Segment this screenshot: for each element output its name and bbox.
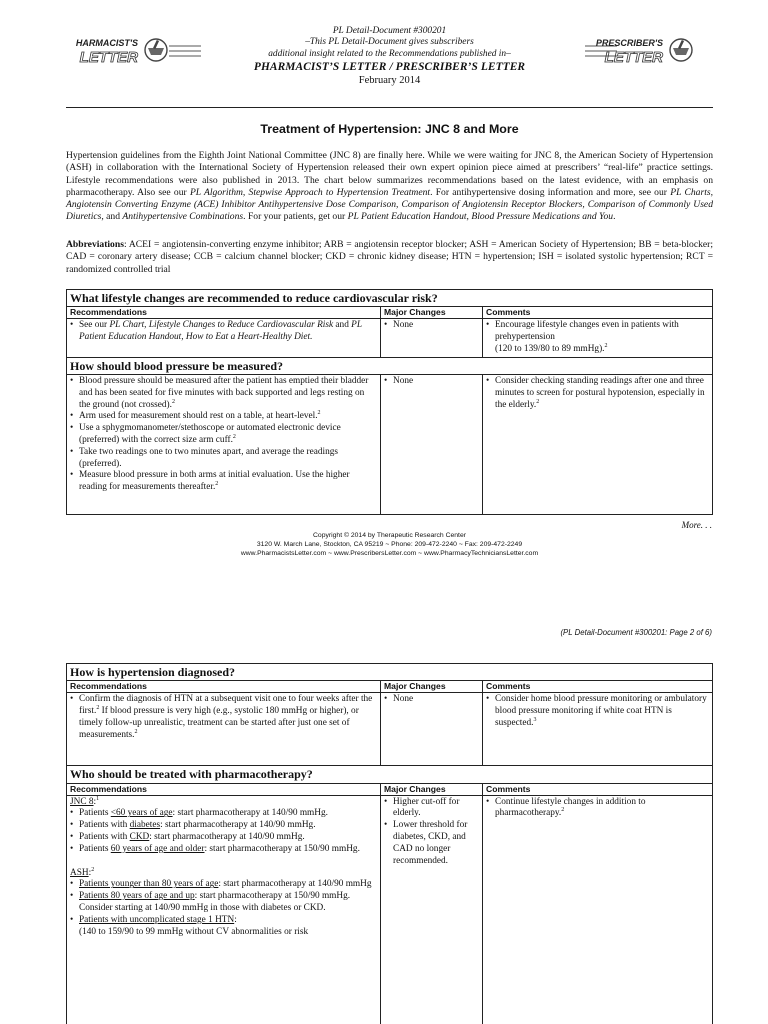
header-rule <box>66 107 713 108</box>
ash-list: • Patients younger than 80 years of age: start pharmacotherapy at 140/90 mmHg • Patients 80 years of age and up: start pharmacotherapy at 150/90 mmHg. <box>70 879 377 903</box>
list-item: • Patients with CKD: start pharmacotherapy at 140/90 mmHg. <box>70 832 377 844</box>
jnc8-list <box>70 808 377 855</box>
list-item: • Arm used for measurement should rest on a table, at heart-level.$^2$ <box>70 411 377 423</box>
header-line2: –This PL Detail-Document gives subscribers <box>305 37 474 48</box>
logo-line2: LETTER <box>604 49 663 66</box>
recommendations-table-page2 <box>66 663 713 1024</box>
rx-mortar-logo-icon <box>583 34 713 70</box>
table-row: • Confirm the diagnosis of HTN at a subsequent visit one to four weeks after the first.$^2$ If blood pressure is very high (e.g., systolic 180 mmHg or higher), or timely follow-up unrealistic, treatment can be started after just one set of measurements.$^2$ • None • Consider home blood pressure monitoring or ambulatory blood pressure monitoring if white coat HTN is suspected.$^3$ <box>67 693 713 766</box>
intro-paragraph: Hypertension guidelines from the Eighth Joint National Committee (JNC 8) are finally here. While we were waiting for JNC 8, the American Society of Hypertension (ASH) in collaboration with the International Society of Hypertension released their own expert opinion piece aimed at prescribers’ “real-life” practice settings. Lifestyle recommendations were also published in 2013. The chart below summarizes recommendations based on the latest evidence, with an emphasis on pharmacotherapy. Also see our PL Algorithm, Stepwise Approach to Hypertension Treatment. For antihypertensive dosing information and more, see our PL Charts, Angiotensin Converting Enzyme (ACE) Inhibitor Antihypertensive Dose Comparison, Comparison of Angiotensin Receptor Blockers, Comparison of Commonly Used Diuretics, and Antihypertensive Combinations. For your patients, get our PL Patient Education Handout, Blood Pressure Medications and You. <box>66 150 713 223</box>
list-item: • Patients with diabetes: start pharmacotherapy at 140/90 mmHg. <box>70 820 377 832</box>
list-item: • Measure blood pressure in both arms at initial evaluation. Use the higher reading for measurements thereafter.$^2$ <box>70 470 377 494</box>
column-headers: Recommendations Major Changes Comments <box>67 783 713 795</box>
table-row: • Blood pressure should be measured after the patient has emptied their bladder and has been seated for five minutes with back supported and legs resting on the ground (not crossed).$^2$ • Arm used for measurement should rest on a table, at heart-level.$^2$ • Use a sphygmomanometer/stethoscope or automated electronic device (preferred) with the correct size arm cuff.$^2$ • Take two readings one to two minutes apart, and average the readings (preferred). • Measure blood pressure in both arms at initial evaluation. Use the higher reading for measurements thereafter.$^2$ • None • Consider checking standing readings after one and three minutes to screen for postural hypotension, especially in the elderly.$^2$ <box>67 375 713 515</box>
section-header-pharmacotherapy: Who should be treated with pharmacotherapy? <box>67 766 713 783</box>
logo-line1: PRESCRIBER'S <box>595 38 663 48</box>
major-changes-list <box>384 797 479 868</box>
section-header-bp-measure: How should blood pressure be measured? <box>67 357 713 374</box>
column-headers: Recommendations Major Changes Comments <box>67 307 713 319</box>
list-item: • Use a sphygmomanometer/stethoscope or automated electronic device (preferred) with the correct size arm cuff.$^2$ <box>70 423 377 447</box>
rx-mortar-logo-icon <box>76 34 206 70</box>
logo-line1: PHARMACIST'S <box>76 38 138 48</box>
publication-date: February 2014 <box>358 75 421 87</box>
prescribers-letter-logo <box>583 34 713 70</box>
page-label: (PL Detail-Document #300201: Page 2 of 6) <box>560 628 712 637</box>
section-header-lifestyle: What lifestyle changes are recommended to reduce cardiovascular risk? <box>67 290 713 307</box>
more-indicator: More. . . <box>681 520 712 530</box>
list-item: • Blood pressure should be measured after the patient has emptied their bladder and has been seated for five minutes with back supported and legs resting on the ground (not crossed).$^2$ <box>70 376 377 411</box>
document-header <box>66 24 713 108</box>
header-center-text <box>196 26 583 88</box>
list-item: • Lower threshold for diabetes, CKD, and CAD no longer recommended. <box>384 820 479 867</box>
ash-label: ASH:$^2$ <box>70 866 95 878</box>
recommendations-table-page1 <box>66 289 713 515</box>
jnc8-label: JNC 8:$^1$ <box>70 795 100 807</box>
table-row: JNC 8:$^1$ • Patients <60 years of age: start pharmacotherapy at 140/90 mmHg. • Patients with diabetes: start pharmacotherapy at 140/90 mmHg. • Patients with CKD: start pharmacotherapy at 140/90 mmHg. • Patients 60 years of age and older: start pharmacotherapy at 150/90 mmHg. ASH:$^2$ • Patients younger than 80 years of age: start pharmacotherapy at 140/90 mmHg • Patients 80 years of age and up: start pharmacotherapy at 150/90 mmHg. Consider starting at 140/90 mmHg in those with diabetes or CKD. • Patients with uncomplicated stage 1 HTN: (140 to 159/90 to 99 mmHg without CV abnormalities or risk • Higher cut-off for elderly. • Lower threshold for diabetes, CKD, and CAD no longer recommended. • Continue lifestyle changes in addition to pharmacotherapy.$^2$ <box>67 795 713 1024</box>
column-headers: Recommendations Major Changes Comments <box>67 681 713 693</box>
table-row: • See our PL Chart, Lifestyle Changes to Reduce Cardiovascular Risk and PL Patient Education Handout, How to Eat a Heart-Healthy Diet. • None • Encourage lifestyle changes even in patients with prehypertension (120 to 139/80 to 89 mmHg).$^2$ <box>67 319 713 357</box>
abbreviations-paragraph: Abbreviations: ACEI = angiotensin-converting enzyme inhibitor; ARB = angiotensin receptor blocker; ASH = American Society of Hypertension; BB = beta-blocker; CAD = coronary artery disease; CCB = calcium channel blocker; CKD = chronic kidney disease; HTN = hypertension; ISH = isolated systolic hypertension; RCT = randomized controlled trial <box>66 239 713 275</box>
list-item: • Patients <60 years of age: start pharmacotherapy at 140/90 mmHg. <box>70 808 377 820</box>
list-item: • Take two readings one to two minutes apart, and average the readings (preferred). <box>70 447 377 471</box>
list-item: • Patients 60 years of age and older: start pharmacotherapy at 150/90 mmHg. <box>70 844 377 856</box>
list-item: • Higher cut-off for elderly. <box>384 797 479 821</box>
section-header-diagnosis: How is hypertension diagnosed? <box>67 664 713 681</box>
doc-id: PL Detail-Document #300201 <box>332 26 447 36</box>
bp-measure-list <box>70 376 377 494</box>
pharmacists-letter-logo <box>76 34 206 70</box>
publication-name: PHARMACIST’S LETTER / PRESCRIBER’S LETTER <box>253 61 526 74</box>
header-line3: additional insight related to the Recommendations published in– <box>268 48 511 59</box>
logo-line2: LETTER <box>79 49 138 66</box>
page-title: Treatment of Hypertension: JNC 8 and More <box>260 122 519 136</box>
copyright-footer: Copyright © 2014 by Therapeutic Research Center 3120 W. March Lane, Stockton, CA 95219 ~ Phone: 209-472-2240 ~ Fax: 209-472-2249 www.PharmacistsLetter.com ~ www.PrescribersLetter.com ~ www.PharmacyTechniciansLetter.com <box>240 532 539 558</box>
